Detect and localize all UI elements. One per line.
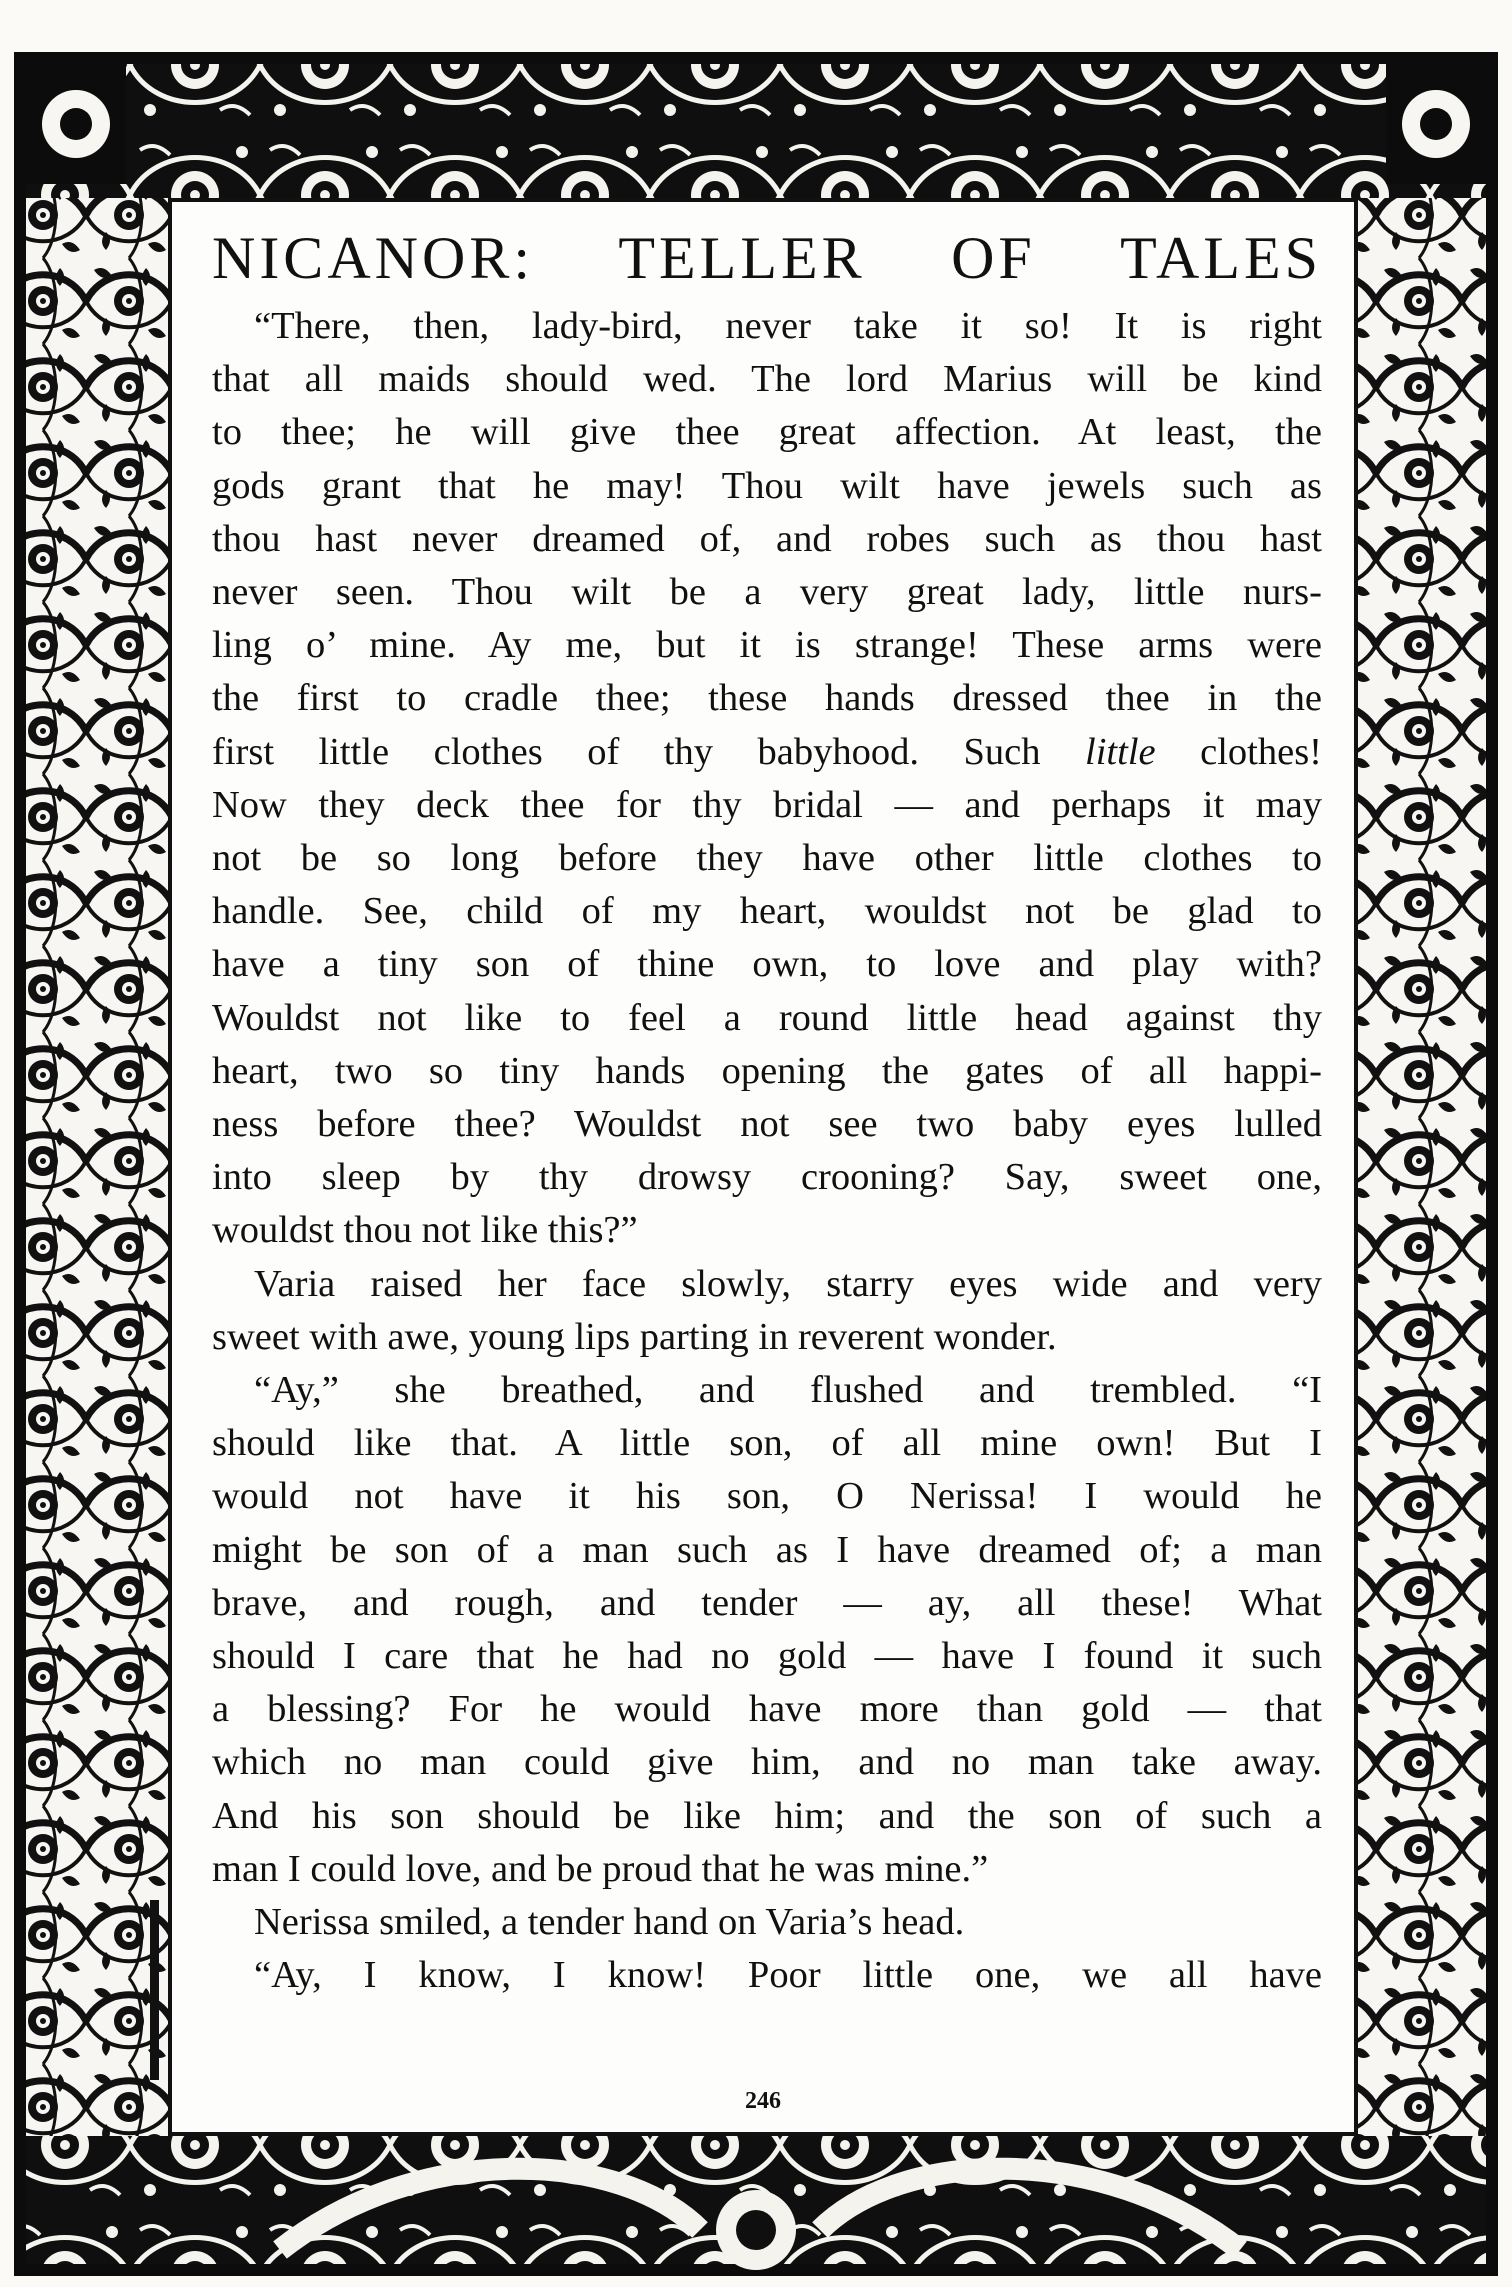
- text-line: a blessing? For he would have more than gold — that: [212, 1688, 1322, 1731]
- text-line: into sleep by thy drowsy crooning? Say, sweet one,: [212, 1156, 1322, 1199]
- text-line: wouldst thou not like this?”: [212, 1209, 638, 1252]
- text-line: Wouldst not like to feel a round little head against thy: [212, 996, 1322, 1039]
- text-line: ling o’ mine. Ay me, but it is strange! These arms were: [212, 624, 1322, 667]
- text-line: which no man could give him, and no man take away.: [212, 1741, 1322, 1784]
- text-segment: clothes!: [1155, 730, 1323, 773]
- text-line: “Ay,” she breathed, and flushed and trembled. “I: [254, 1369, 1322, 1412]
- text-line: sweet with awe, young lips parting in reverent wonder.: [212, 1315, 1057, 1358]
- text-line: handle. See, child of my heart, wouldst not be glad to: [212, 890, 1322, 933]
- text-line: would not have it his son, O Nerissa! I would he: [212, 1475, 1322, 1518]
- text-line: Now they deck thee for thy bridal — and perhaps it may: [212, 783, 1322, 826]
- text-line: have a tiny son of thine own, to love and play with?: [212, 943, 1322, 986]
- emphasis-word: little: [1085, 730, 1156, 773]
- text-line: brave, and rough, and tender — ay, all these! What: [212, 1581, 1322, 1624]
- page-title: NICANOR: TELLER OF TALES: [212, 225, 1322, 291]
- text-line: might be son of a man such as I have dreamed of; a man: [212, 1528, 1322, 1571]
- text-line: gods grant that he may! Thou wilt have jewels such as: [212, 464, 1322, 507]
- text-line: thou hast never dreamed of, and robes such as thou hast: [212, 517, 1322, 560]
- text-line: “Ay, I know, I know! Poor little one, we all have: [254, 1954, 1322, 1997]
- text-line: heart, two so tiny hands opening the gates of all happi-: [212, 1049, 1322, 1092]
- text-line: should like that. A little son, of all mine own! But I: [212, 1422, 1322, 1465]
- text-line: to thee; he will give thee great affection. At least, the: [212, 411, 1322, 454]
- page-number: 246: [745, 2088, 781, 2114]
- text-panel: [168, 198, 1358, 2136]
- text-line: never seen. Thou wilt be a very great lady, little nurs-: [212, 571, 1322, 614]
- body-text: [212, 300, 1322, 2003]
- text-line: that all maids should wed. The lord Marius will be kind: [212, 358, 1322, 401]
- text-line: ness before thee? Wouldst not see two baby eyes lulled: [212, 1103, 1322, 1146]
- text-line: the first to cradle thee; these hands dressed thee in the: [212, 677, 1322, 720]
- text-line: Nerissa smiled, a tender hand on Varia’s head.: [254, 1901, 965, 1944]
- text-line: not be so long before they have other little clothes to: [212, 837, 1322, 880]
- text-line: And his son should be like him; and the son of such a: [212, 1794, 1322, 1837]
- text-segment: first little clothes of thy babyhood. Such: [212, 730, 1086, 773]
- text-line: “There, then, lady-bird, never take it so! It is right: [254, 305, 1322, 347]
- text-line: man I could love, and be proud that he was mine.”: [212, 1847, 989, 1890]
- text-line: Varia raised her face slowly, starry eyes wide and very: [254, 1262, 1322, 1305]
- text-line-with-emphasis: [212, 726, 1322, 779]
- text-line: should I care that he had no gold — have I found it such: [212, 1635, 1322, 1678]
